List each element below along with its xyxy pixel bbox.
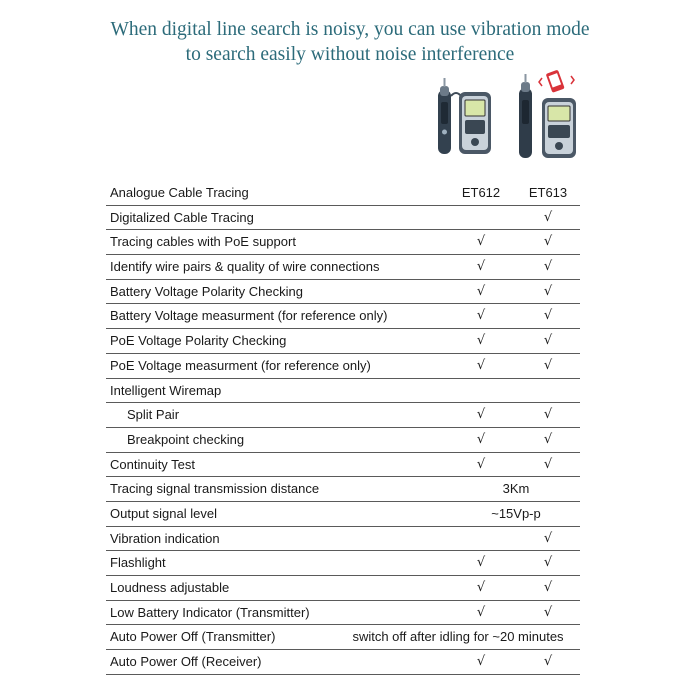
table-row <box>106 304 580 329</box>
et612-check: √ <box>476 431 486 447</box>
et613-check: √ <box>543 308 553 324</box>
table-row <box>106 625 580 650</box>
row-label: Low Battery Indicator (Transmitter) <box>110 604 310 620</box>
headline <box>0 17 700 67</box>
et613-check: √ <box>543 283 553 299</box>
row-label: Loudness adjustable <box>110 580 230 595</box>
et613-check: √ <box>543 555 553 571</box>
et613-check: √ <box>543 333 553 349</box>
row-label: Digitalized Cable Tracing <box>110 209 254 225</box>
table-row <box>106 206 580 231</box>
et612-check: √ <box>476 333 486 349</box>
table-header-row <box>106 181 580 206</box>
header-label: Analogue Cable Tracing <box>110 185 249 200</box>
table-row <box>106 551 580 576</box>
headline-line-2: to search easily without noise interference <box>185 44 515 65</box>
row-label: Output signal level <box>110 505 217 521</box>
et612-check: √ <box>476 555 486 571</box>
table-row <box>106 527 580 552</box>
row-label: Tracing cables with PoE support <box>110 234 296 250</box>
et613-check: √ <box>543 431 553 447</box>
row-label: Breakpoint checking <box>127 431 245 447</box>
shared-value: switch off after idling for ~20 minutes <box>352 629 564 645</box>
et613-check: √ <box>543 654 553 670</box>
table-row <box>106 403 580 428</box>
et612-check: √ <box>476 580 486 595</box>
row-label: Auto Power Off (Transmitter) <box>110 629 276 645</box>
row-label: Tracing signal transmission distance <box>110 481 320 497</box>
row-label: Auto Power Off (Receiver) <box>110 654 262 670</box>
et613-check: √ <box>543 530 553 546</box>
row-label: Split Pair <box>127 407 180 423</box>
row-label: Battery Voltage Polarity Checking <box>110 283 303 299</box>
et613-check: √ <box>543 234 553 250</box>
column-header-et613: ET613 <box>528 185 568 200</box>
row-label: Identify wire pairs & quality of wire connections <box>110 259 380 275</box>
et612-check: √ <box>476 654 486 670</box>
row-label: Intelligent Wiremap <box>110 382 222 398</box>
et612-check: √ <box>476 604 486 620</box>
cable-tester-vibration-device-icon <box>514 70 578 162</box>
table-row <box>106 650 580 675</box>
et612-check: √ <box>476 283 486 299</box>
et613-check: √ <box>543 357 553 373</box>
row-label: Flashlight <box>110 555 166 571</box>
headline-line-1: When digital line search is noisy, you can use vibration mode <box>110 19 590 40</box>
et612-check: √ <box>476 259 486 275</box>
comparison-table <box>106 181 580 675</box>
et612-check: √ <box>476 357 486 373</box>
table-row <box>106 379 580 404</box>
row-label: Continuity Test <box>110 456 196 472</box>
shared-value: ~15Vp-p <box>491 505 541 521</box>
table-row <box>106 354 580 379</box>
et613-check: √ <box>543 456 553 472</box>
row-label: Vibration indication <box>110 530 220 546</box>
shared-value: 3Km <box>502 481 530 497</box>
row-label: PoE Voltage Polarity Checking <box>110 333 287 349</box>
cable-tester-device-icon <box>432 76 494 158</box>
et613-check: √ <box>543 604 553 620</box>
table-row <box>106 329 580 354</box>
table-row <box>106 428 580 453</box>
table-row <box>106 453 580 478</box>
table-row <box>106 576 580 601</box>
et612-check: √ <box>476 456 486 472</box>
table-row <box>106 601 580 626</box>
table-row <box>106 230 580 255</box>
et613-check: √ <box>543 259 553 275</box>
et612-check: √ <box>476 234 486 250</box>
table-row <box>106 255 580 280</box>
table-row <box>106 280 580 305</box>
et613-check: √ <box>543 209 553 225</box>
row-label: PoE Voltage measurment (for reference only) <box>110 357 371 373</box>
table-row <box>106 477 580 502</box>
column-header-et612: ET612 <box>461 185 501 200</box>
et613-check: √ <box>543 580 553 595</box>
et612-check: √ <box>476 407 486 423</box>
et613-check: √ <box>543 407 553 423</box>
table-row <box>106 502 580 527</box>
et612-check: √ <box>476 308 486 324</box>
row-label: Battery Voltage measurment (for reference only) <box>110 308 388 324</box>
